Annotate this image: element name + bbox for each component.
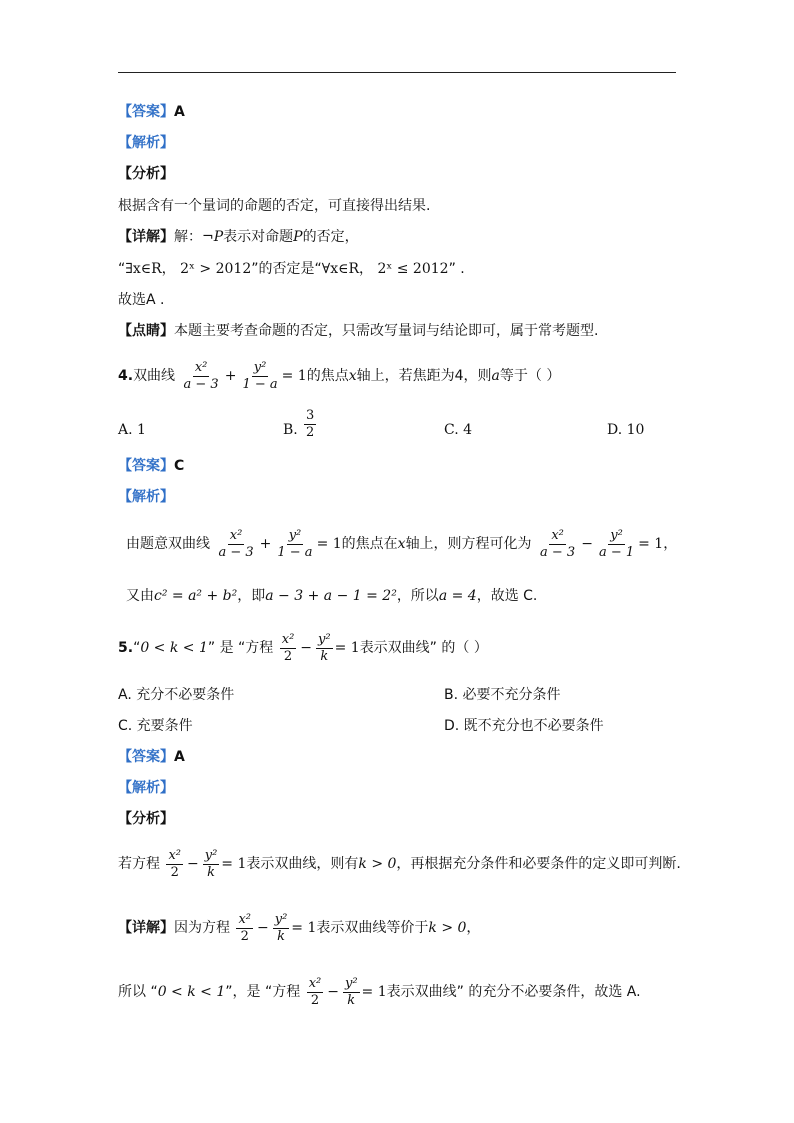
detail-tag: 【详解】: [118, 229, 174, 245]
q4-number: 4.: [118, 368, 134, 384]
minus-op: −: [300, 640, 313, 656]
frac-den: k: [277, 928, 285, 944]
q5-fenxi-text: [118, 846, 681, 882]
q3-comment-line: [118, 321, 598, 341]
frac-den: 2: [306, 425, 315, 440]
q3-exists: ∃x∈R，: [125, 261, 176, 277]
q4-stem-b: 的焦点: [306, 368, 349, 384]
analysis-tag: 【解析】: [118, 489, 174, 505]
q4-solution-line2: [126, 586, 537, 606]
answer-tag: 【答案】: [118, 104, 174, 120]
q4-stem-c: 轴上，若焦距为4，则: [356, 368, 492, 384]
fenxi-tag: 【分析】: [118, 166, 174, 182]
q5-fenxi-line: [118, 809, 174, 829]
q5-last-line: [118, 974, 641, 1010]
q3-neg-p: ¬P: [202, 229, 224, 245]
q3-ineq1: 2ˣ > 2012: [180, 261, 252, 277]
q4-sol2-c: ，所以: [396, 588, 439, 604]
q5-last-a: 所以 “: [118, 984, 158, 1000]
frac-den: a − 3: [218, 544, 254, 560]
q4-option-c: C. 4: [444, 422, 473, 438]
answer-tag: 【答案】: [118, 458, 174, 474]
frac-num: x²: [168, 847, 181, 863]
comment-tag: 【点睛】: [118, 323, 174, 339]
frac-den: 1 − a: [242, 376, 278, 392]
q5-option-d: D. 既不充分也不必要条件: [444, 718, 604, 734]
frac-den: 1 − a: [277, 544, 313, 560]
frac-num: y²: [318, 631, 331, 647]
q5-last-frac-y: [343, 976, 360, 1009]
fenxi-tag: 【分析】: [118, 811, 174, 827]
frac-num: y²: [204, 847, 218, 863]
q3-detail-line: [118, 227, 359, 247]
q4-sol2-b: ，即: [237, 588, 266, 604]
q3-line2-mid: ”的否定是“: [251, 261, 322, 277]
q5-number: 5.: [118, 640, 134, 656]
frac-den: 2: [310, 992, 320, 1008]
q5-detail-b: 表示双曲线等价于: [316, 920, 429, 936]
q5-cond: 0 < k < 1: [140, 640, 208, 656]
q4-sol-frac-x2: [538, 528, 577, 561]
q4-stem-d: 等于（ ）: [499, 368, 561, 384]
q4-option-d: D. 10: [607, 422, 645, 438]
eq-one: = 1: [221, 856, 247, 872]
frac-num: y²: [274, 911, 288, 927]
quote-open: “: [133, 640, 141, 656]
frac-den: 2: [240, 928, 249, 944]
frac-num: x²: [551, 527, 564, 543]
eq-one: = 1: [361, 984, 387, 1000]
frac-den: 2: [170, 864, 179, 880]
header-rule: [118, 72, 676, 73]
q4-sol2-eq: c² = a² + b²: [154, 588, 238, 604]
q5-last-b: ”，是 “方程: [225, 984, 301, 1000]
comma: ，: [663, 536, 678, 552]
q5-detail-frac-x: [236, 912, 253, 945]
q4-answer-line: [118, 456, 184, 476]
q4-analysis-line: [118, 487, 174, 507]
q5-detail-frac-y: [273, 912, 290, 945]
frac-num: x²: [238, 911, 251, 927]
minus-op: −: [257, 920, 269, 936]
q4-option-b-fraction: [304, 408, 316, 441]
q4-stem: [118, 358, 560, 394]
q4-sol-frac-y2: [597, 528, 636, 561]
eq-one: = 1: [281, 368, 307, 384]
q5-option-b: B. 必要不充分条件: [444, 687, 561, 703]
q4-sol1-b: 的焦点在: [341, 536, 398, 552]
var-x: x: [348, 368, 357, 384]
q4-frac-y: [240, 360, 279, 393]
q3-detail-end: 的否定，: [302, 229, 359, 245]
q3-answer-value: A: [174, 104, 185, 120]
q4-frac-x: [182, 360, 221, 393]
frac-num: y²: [288, 527, 302, 543]
q4-sol-frac-y: [275, 528, 314, 561]
frac-num: x²: [308, 975, 322, 991]
eq-one: = 1: [291, 920, 317, 936]
q5-analysis-line: [118, 778, 174, 798]
analysis-tag: 【解析】: [118, 135, 174, 151]
q5-detail-line: [118, 910, 480, 946]
q5-stem: [118, 630, 488, 666]
frac-den: 2: [283, 648, 293, 664]
analysis-tag: 【解析】: [118, 780, 174, 796]
quote-open: “: [118, 261, 126, 277]
var-a: a: [491, 368, 500, 384]
q4-solution-line1: [126, 526, 677, 562]
q4-sol2-d: ，故选 C.: [476, 588, 538, 604]
q3-fenxi-text: 根据含有一个量词的命题的否定，可直接得出结果.: [118, 198, 431, 214]
q4-option-b-label: B.: [283, 422, 298, 438]
q3-answer-line: [118, 102, 185, 122]
q5-kgt0: k > 0: [358, 856, 397, 872]
minus-op: −: [187, 856, 199, 872]
q3-p: P: [293, 229, 303, 245]
q5-fenxi-b: 表示双曲线，则有: [246, 856, 359, 872]
minus-op: −: [327, 984, 339, 1000]
q5-detail-a: 因为方程: [174, 920, 230, 936]
q5-detail-c: ，: [466, 920, 481, 936]
frac-num: 3: [306, 408, 315, 423]
eq-one: = 1: [638, 536, 664, 552]
var-x: x: [397, 536, 406, 552]
q5-frac-x: [280, 632, 297, 665]
frac-den: k: [320, 648, 329, 664]
eq-one: = 1: [334, 640, 360, 656]
answer-tag: 【答案】: [118, 749, 174, 765]
q5-fenxi-c: ，再根据充分条件和必要条件的定义即可判断.: [396, 856, 681, 872]
frac-num: y²: [610, 527, 623, 543]
q5-last-c: 表示双曲线” 的充分不必要条件，故选 A.: [386, 984, 641, 1000]
q5-fenxi-a: 若方程: [118, 856, 160, 872]
eq-one: = 1: [316, 536, 342, 552]
q4-sol1-a: 由题意双曲线: [126, 536, 210, 552]
q3-line2-end: ” .: [448, 261, 465, 277]
q5-frac-y: [316, 632, 333, 665]
frac-num: y²: [253, 359, 267, 375]
q5-fenxi-frac-y: [203, 848, 220, 881]
frac-den: k: [207, 864, 215, 880]
plus-op: +: [259, 536, 272, 552]
frac-den: a − 3: [183, 376, 219, 392]
q3-detail-mid: 表示对命题: [223, 229, 294, 245]
q5-option-a: A. 充分不必要条件: [118, 687, 235, 703]
frac-den: a − 1: [598, 544, 635, 560]
q5-fenxi-frac-x: [166, 848, 183, 881]
q5-cond: 0 < k < 1: [157, 984, 226, 1000]
detail-tag: 【详解】: [118, 920, 174, 936]
frac-num: y²: [344, 975, 358, 991]
q5-answer-line: [118, 747, 185, 767]
frac-den: k: [347, 992, 356, 1008]
q3-conclusion: 故选A .: [118, 292, 165, 308]
q5-stem-b: ” 是 “方程: [207, 640, 274, 656]
q3-detail-line2: [118, 259, 465, 279]
q5-stem-c: 表示双曲线” 的（ ）: [359, 640, 488, 656]
q3-forall: ∀x∈R，: [321, 261, 373, 277]
q5-answer-value: A: [174, 749, 185, 765]
q4-option-b-frac: [302, 408, 318, 441]
q4-sol-frac-x: [216, 528, 255, 561]
q4-sol2-a: 又由: [126, 588, 154, 604]
frac-num: x²: [281, 631, 295, 647]
frac-den: a − 3: [540, 544, 576, 560]
q3-fenxi-line: [118, 164, 174, 184]
q3-detail-prefix: 解：: [174, 229, 202, 245]
q4-answer-value: C: [174, 458, 185, 474]
q3-analysis-line: [118, 133, 174, 153]
frac-num: x²: [194, 359, 208, 375]
q4-option-a: A. 1: [118, 422, 146, 438]
plus-op: +: [224, 368, 237, 384]
q5-kgt0: k > 0: [428, 920, 467, 936]
minus-op: −: [581, 536, 593, 552]
q3-comment-text: 本题主要考查命题的否定，只需改写量词与结论即可，属于常考题型.: [174, 323, 599, 339]
q4-sol2-eq2: a − 3 + a − 1 = 2²: [265, 588, 397, 604]
q3-ineq2: 2ˣ ≤ 2012: [377, 261, 449, 277]
frac-num: x²: [229, 527, 243, 543]
q4-sol1-c: 轴上，则方程可化为: [405, 536, 532, 552]
q4-stem-a: 双曲线: [133, 368, 176, 384]
q5-last-frac-x: [307, 976, 324, 1009]
q4-sol2-eq3: a = 4: [438, 588, 477, 604]
q5-option-c: C. 充要条件: [118, 718, 193, 734]
